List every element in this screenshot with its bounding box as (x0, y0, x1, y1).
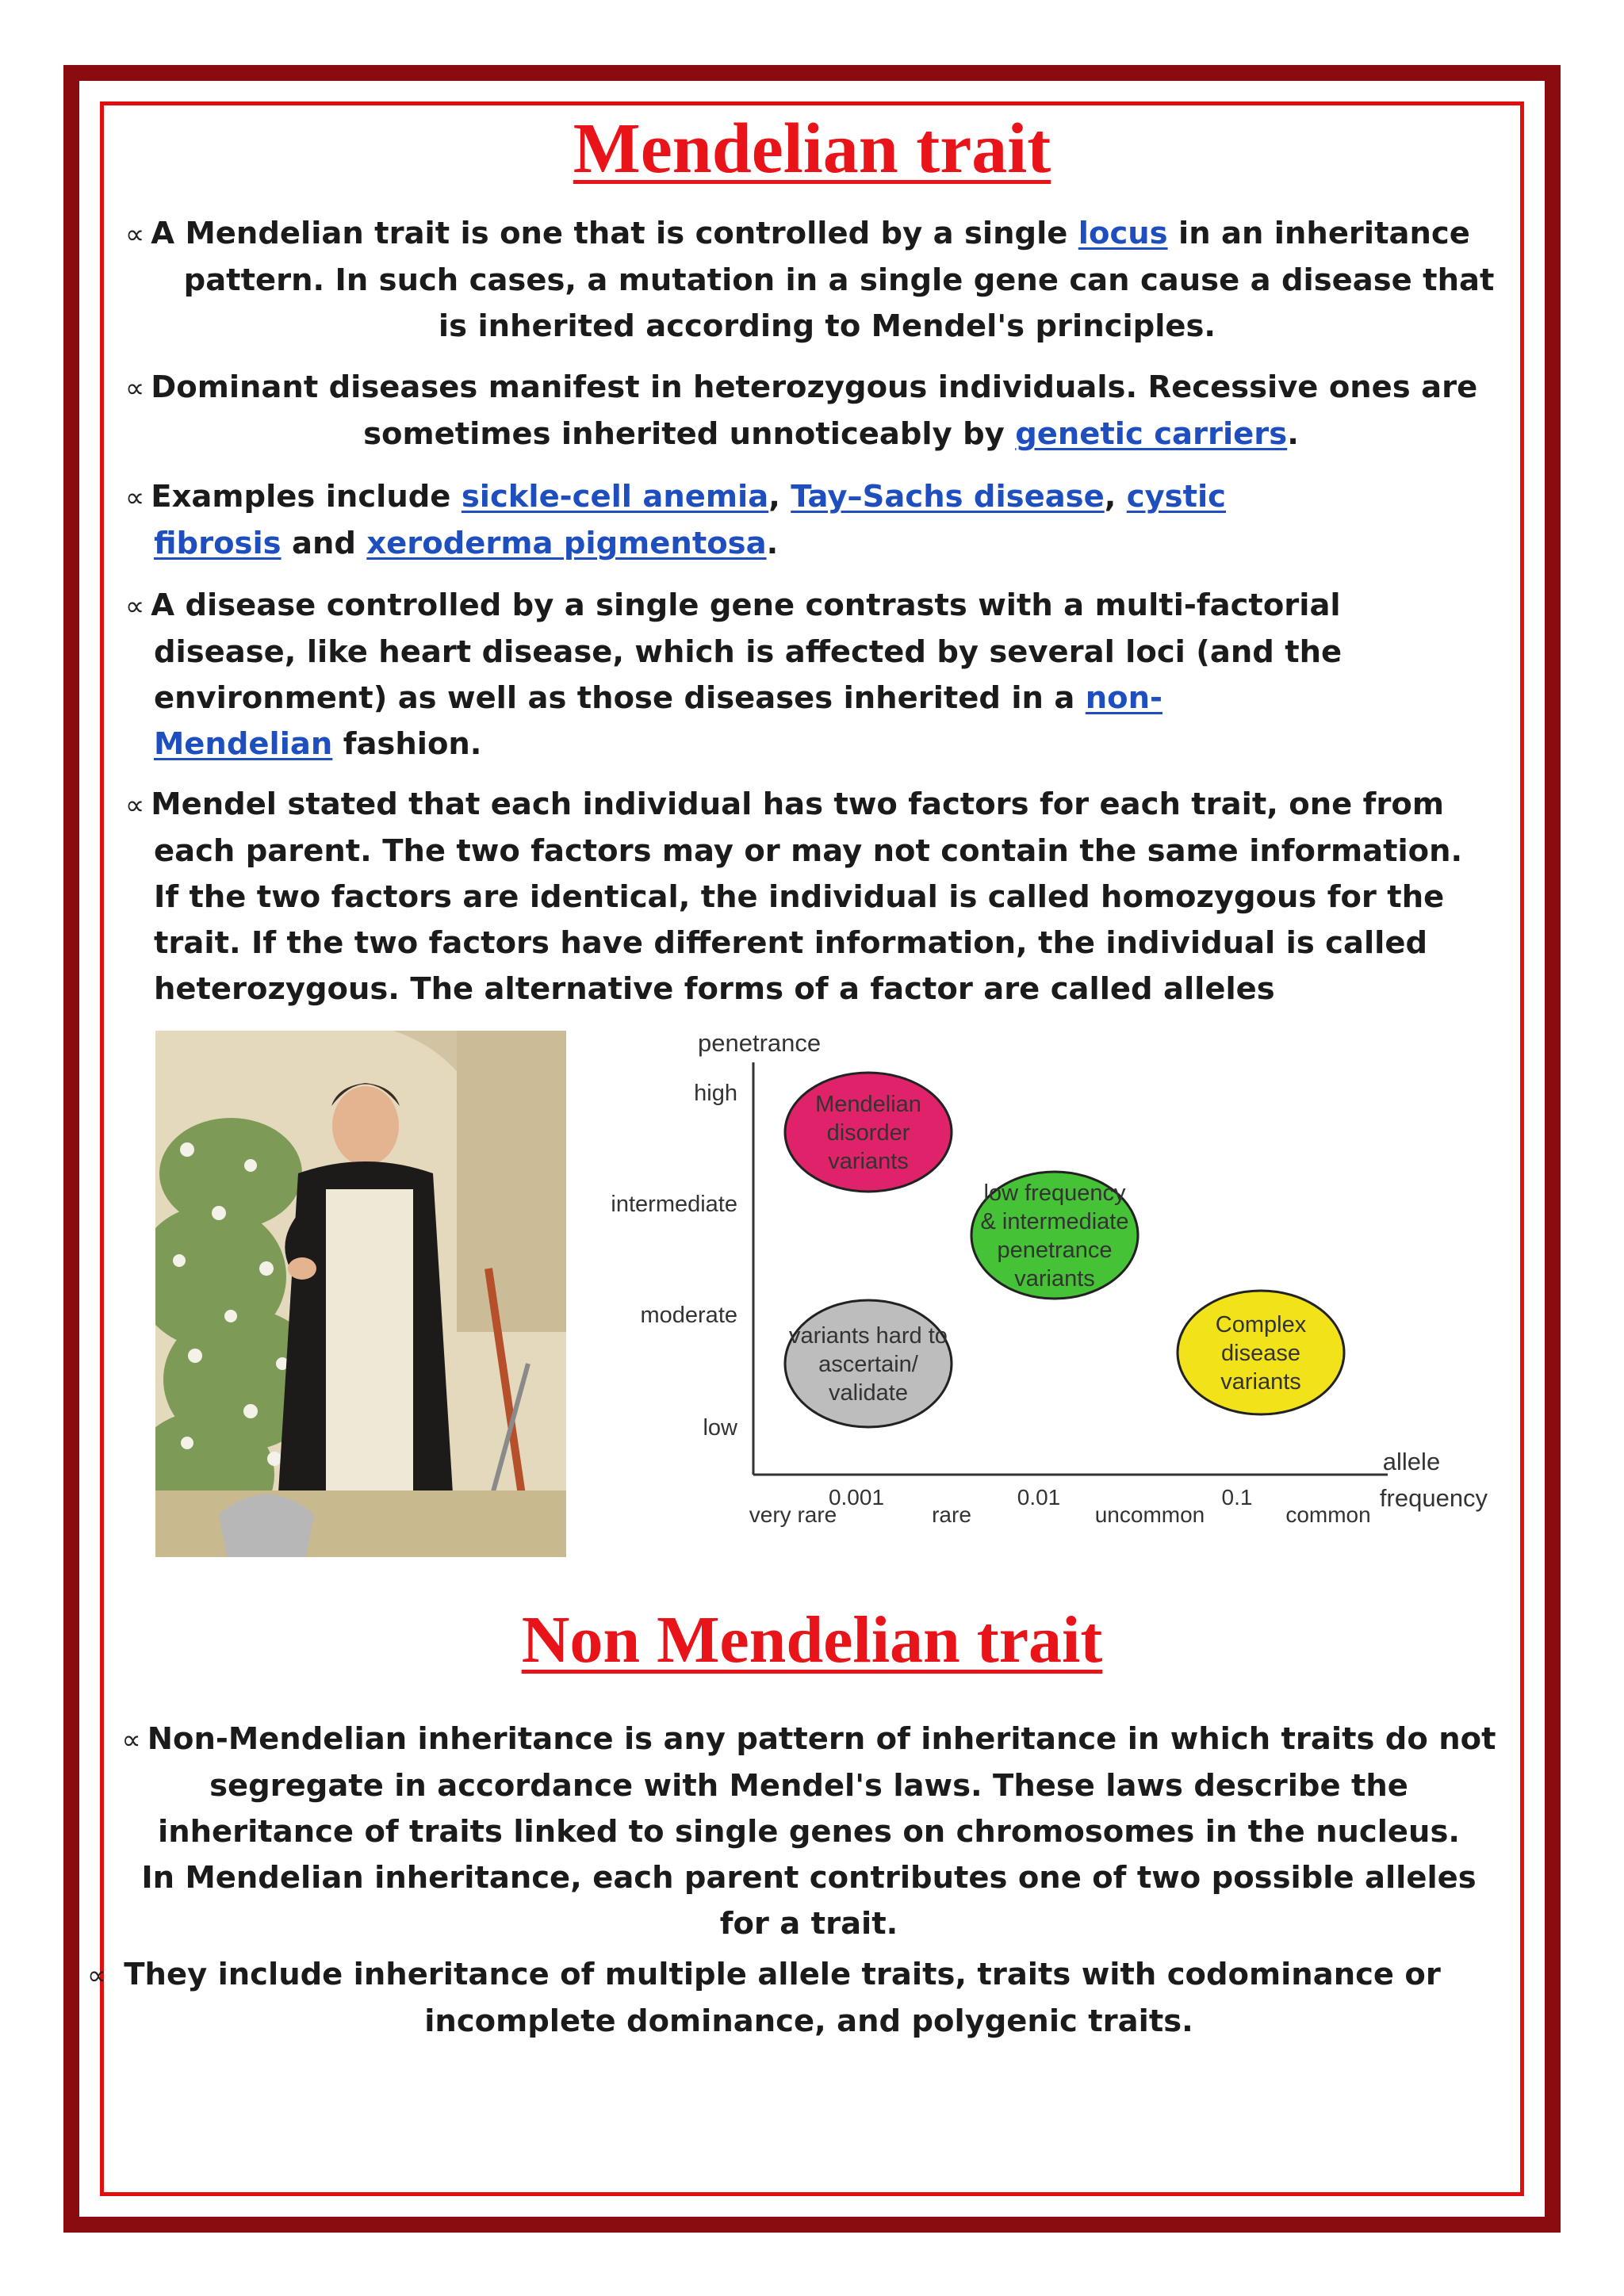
mendel-illustration (155, 1031, 566, 1557)
chart-xlabel-line2: frequency (1379, 1484, 1488, 1512)
y-tick-moderate: moderate (640, 1303, 737, 1328)
penetrance-allele-frequency-chart (611, 1021, 1515, 1560)
bubble-label: disorder (826, 1120, 910, 1146)
link-locus[interactable]: locus (1078, 216, 1168, 251)
chart-xlabel-line1: allele (1382, 1448, 1441, 1475)
paragraph-multifactorial: ∝ A disease controlled by a single gene contrasts with a multi-factorial disease, like heart disease, which is affected by several loci (and the environment) as well as those diseases inherited in a non- Mendelian fashion. (125, 587, 1342, 762)
bullet-icon: ∝ (87, 1960, 107, 1992)
x-tick-rare: rare (932, 1502, 971, 1527)
bubble-3 (785, 1300, 952, 1427)
x-tick-major-0.001: 0.001 (828, 1485, 885, 1510)
x-tick-major-0.1: 0.1 (1221, 1485, 1253, 1510)
bubble-label: Complex (1215, 1312, 1307, 1337)
link-tay-sachs-disease[interactable]: Tay–Sachs disease (791, 479, 1105, 515)
x-tick-very-rare: very rare (749, 1502, 837, 1527)
bubble-label: Mendelian (815, 1092, 921, 1117)
y-tick-intermediate: intermediate (611, 1192, 737, 1217)
bullet-icon: ∝ (125, 482, 145, 514)
bubble-label: variants hard to (789, 1323, 948, 1349)
bullet-icon: ∝ (125, 219, 145, 251)
link-cystic-fibrosis-cont[interactable]: fibrosis (154, 526, 282, 561)
bullet-icon: ∝ (125, 373, 145, 404)
bullet-icon: ∝ (125, 591, 145, 622)
bubble-label: & intermediate (980, 1209, 1129, 1234)
bubble-4 (1178, 1291, 1344, 1414)
paragraph-examples: ∝ Examples include sickle-cell anemia, Tay–Sachs disease, cystic fibrosis and xeroderma pigmentosa. (125, 479, 1227, 561)
bubble-label: variants (828, 1149, 909, 1174)
link-sickle-cell-anemia[interactable]: sickle-cell anemia (461, 479, 769, 515)
link-cystic-fibrosis[interactable]: cystic (1126, 479, 1227, 515)
link-non-mendelian[interactable]: non- (1085, 680, 1163, 716)
page-title: Mendelian trait (573, 109, 1051, 188)
x-tick-major-0.01: 0.01 (1017, 1485, 1061, 1510)
bubble-2 (971, 1172, 1138, 1299)
bullet-icon: ∝ (125, 790, 145, 821)
section-title-non-mendelian: Non Mendelian trait (521, 1603, 1103, 1677)
bubble-label: penetrance (997, 1238, 1113, 1263)
bubble-label: variants (1220, 1369, 1301, 1395)
x-tick-common: common (1285, 1502, 1371, 1527)
paragraph-non-mendelian-definition: ∝ Non-Mendelian inheritance is any pattern of inheritance in which traits do not segregate in accordance with Mendel's laws. These laws describe the inheritance of traits linked to single genes on chromosomes in the nucleus. In Mendelian inheritance, each parent contributes one of two possible alleles for a trait. (121, 1721, 1496, 1942)
y-tick-high: high (694, 1081, 737, 1106)
chart-ylabel: penetrance (698, 1029, 822, 1057)
bubble-1 (785, 1073, 952, 1192)
bullet-icon: ∝ (121, 1724, 141, 1756)
y-tick-low: low (703, 1415, 737, 1441)
bubble-label: low frequency (983, 1181, 1126, 1206)
paragraph-mendel-factors: ∝ Mendel stated that each individual has two factors for each trait, one from each parent. The two factors may or may not contain the same information. If the two factors are identical, the individual is called homozygous for the trait. If the two factors have different information, the individual is called heterozygous. The alternative forms of a factor are called alleles (125, 786, 1463, 1007)
x-tick-uncommon: uncommon (1094, 1502, 1205, 1527)
bubble-label: disease (1221, 1341, 1300, 1366)
link-non-mendelian-cont[interactable]: Mendelian (154, 726, 333, 762)
link-xeroderma-pigmentosa[interactable]: xeroderma pigmentosa (366, 526, 767, 561)
paragraph-dominant-recessive: ∝ Dominant diseases manifest in heterozygous individuals. Recessive ones are sometimes inherited unnoticeably by genetic carriers. (125, 369, 1478, 452)
bubble-label: ascertain/ (818, 1352, 918, 1377)
bubble-label: validate (829, 1380, 908, 1406)
mendel-garden-photo (155, 1031, 566, 1557)
bubble-label: variants (1014, 1266, 1095, 1292)
link-genetic-carriers[interactable]: genetic carriers (1015, 416, 1288, 452)
paragraph-non-mendelian-types: ∝ They include inheritance of multiple allele traits, traits with codominance or incomplete dominance, and polygenic traits. (87, 1957, 1441, 2039)
paragraph-mendelian-definition: ∝ A Mendelian trait is one that is controlled by a single locus in an inheritance pattern. In such cases, a mutation in a single gene can cause a disease that is inherited according to Mendel's principles. (125, 216, 1495, 344)
